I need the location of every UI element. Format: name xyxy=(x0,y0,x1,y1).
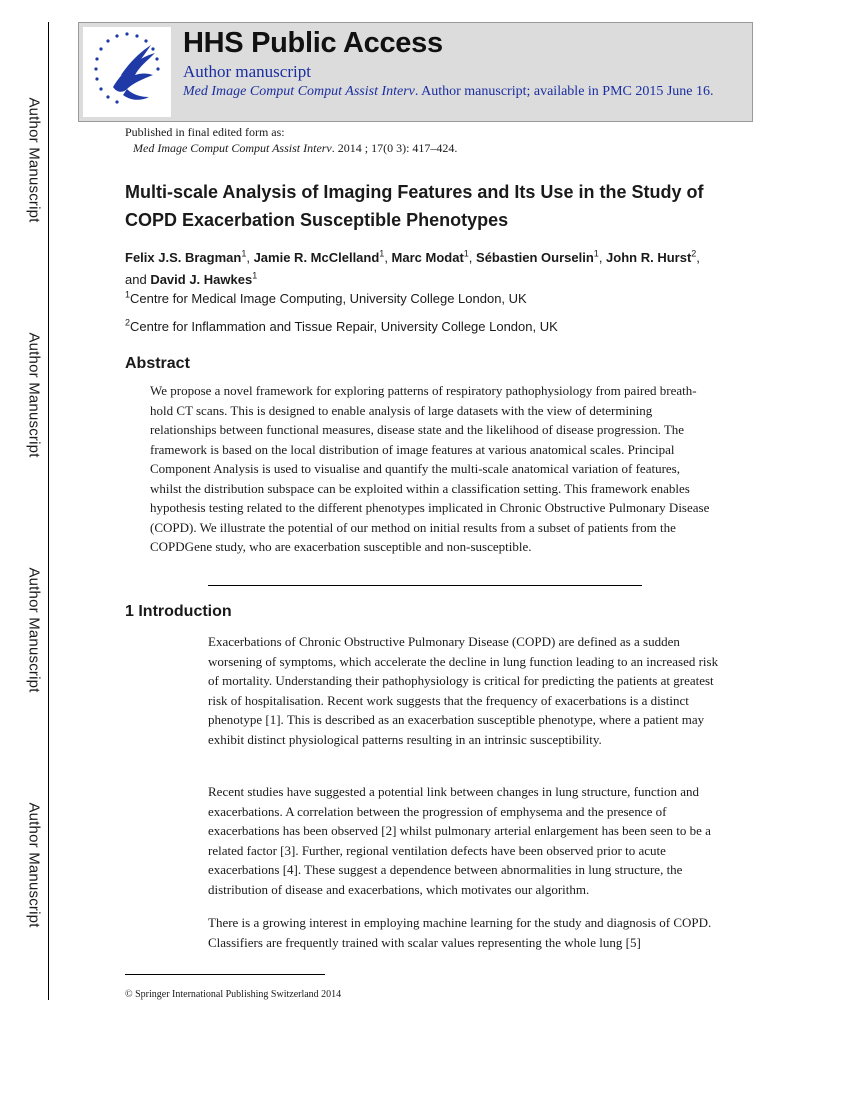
affiliation: $^2$Centre for Inflammation and Tissue Repair, University College London, UK xyxy=(125,317,558,334)
banner-subtitle: Author manuscript xyxy=(183,62,311,81)
banner-citation xyxy=(183,83,749,101)
author-list: Felix J.S. Bragman$^1$, Jamie R. McClelland$^1$, Marc Modat$^1$, Sébastien Ourselin$^1$, John R. Hurst$^2$, and David J. Hawkes$^1$ xyxy=(125,248,700,287)
hhs-public-access-banner xyxy=(78,22,753,122)
abstract-text: We propose a novel framework for exploring patterns of respiratory pathophysiology from paired breath-hold CT scans. This is designed to enable analysis of large datasets with the view of determining relationships between functional measures, disease state and the likelihood of disease progression. The framework is based on the local distribution of image features at various anatomical scales. Principal Component Analysis is used to visualise and quantify the multi-scale anatomical variation of features, whilst the distribution subspace can be exploited within a classification setting. This framework enables hypothesis testing related to the different phenotypes implicated in Chronic Obstructive Pulmonary Disease (COPD). We illustrate the potential of our method on initial results from a subset of patients from the COPDGene study, who are exacerbation susceptible and non-susceptible. xyxy=(150,383,710,554)
intro-paragraph: Exacerbations of Chronic Obstructive Pulmonary Disease (COPD) are defined as a sudden worsening of symptoms, which accelerate the decline in lung function leading to an increased risk of mortality. Understanding their pathophysiology is critical for predicting the patients at greatest risk of hospitalisation. Recent work suggests that the frequency of exacerbations is a distinct phenotype [1]. This is described as an exacerbation susceptible phenotype, where a patient may exhibit distinct physiological patterns resulting in an intrinsic susceptibility. xyxy=(208,634,719,747)
published-journal: Med Image Comput Comput Assist Interv xyxy=(133,141,332,155)
banner-journal-name[interactable]: Med Image Comput Comput Assist Interv xyxy=(183,84,415,99)
abstract-divider xyxy=(208,585,642,586)
author-name: Jamie R. McClelland xyxy=(253,250,380,265)
paper-title: Multi-scale Analysis of Imaging Features and Its Use in the Study of COPD Exacerbation Susceptible Phenotypes xyxy=(125,182,704,230)
copyright-footnote: © Springer International Publishing Switzerland 2014 xyxy=(125,989,342,1000)
introduction-heading: 1 Introduction xyxy=(125,603,232,620)
banner-availability: . Author manuscript; available in PMC 2015 June 16. xyxy=(414,84,714,99)
footnote-divider xyxy=(125,974,325,975)
banner-title: HHS Public Access xyxy=(183,27,443,59)
author-name: David J. Hawkes xyxy=(150,272,253,287)
hhs-eagle-logo-icon xyxy=(83,27,171,117)
published-label: Published in final edited form as: xyxy=(125,125,285,139)
intro-paragraph: Recent studies have suggested a potential link between changes in lung structure, function and exacerbations. A correlation between the progression of emphysema and the presence of exacerbations has been observed [2] whilst pulmonary arterial enlargement has been seen to be a related factor [3]. Further, regional ventilation defects have been observed prior to acute exacerbations [4]. These suggest a dependence between abnormalities in lung structure, the distribution of disease and exacerbations, which motivates our algorithm. xyxy=(208,784,711,897)
affiliation: $^1$Centre for Medical Image Computing, University College London, UK xyxy=(125,289,527,306)
published-details: . 2014 ; 17(0 3): 417–424. xyxy=(331,141,458,155)
author-name: John R. Hurst xyxy=(606,250,692,265)
margin-rule xyxy=(48,22,49,1000)
author-name: Felix J.S. Bragman xyxy=(125,250,242,265)
abstract-heading: Abstract xyxy=(125,355,190,372)
author-name: Marc Modat xyxy=(391,250,464,265)
intro-paragraph: There is a growing interest in employing machine learning for the study and diagnosis of COPD. Classifiers are frequently trained with scalar values representing the whole lung [5] xyxy=(208,915,712,950)
published-citation xyxy=(133,141,457,156)
author-name: Sébastien Ourselin xyxy=(476,250,594,265)
